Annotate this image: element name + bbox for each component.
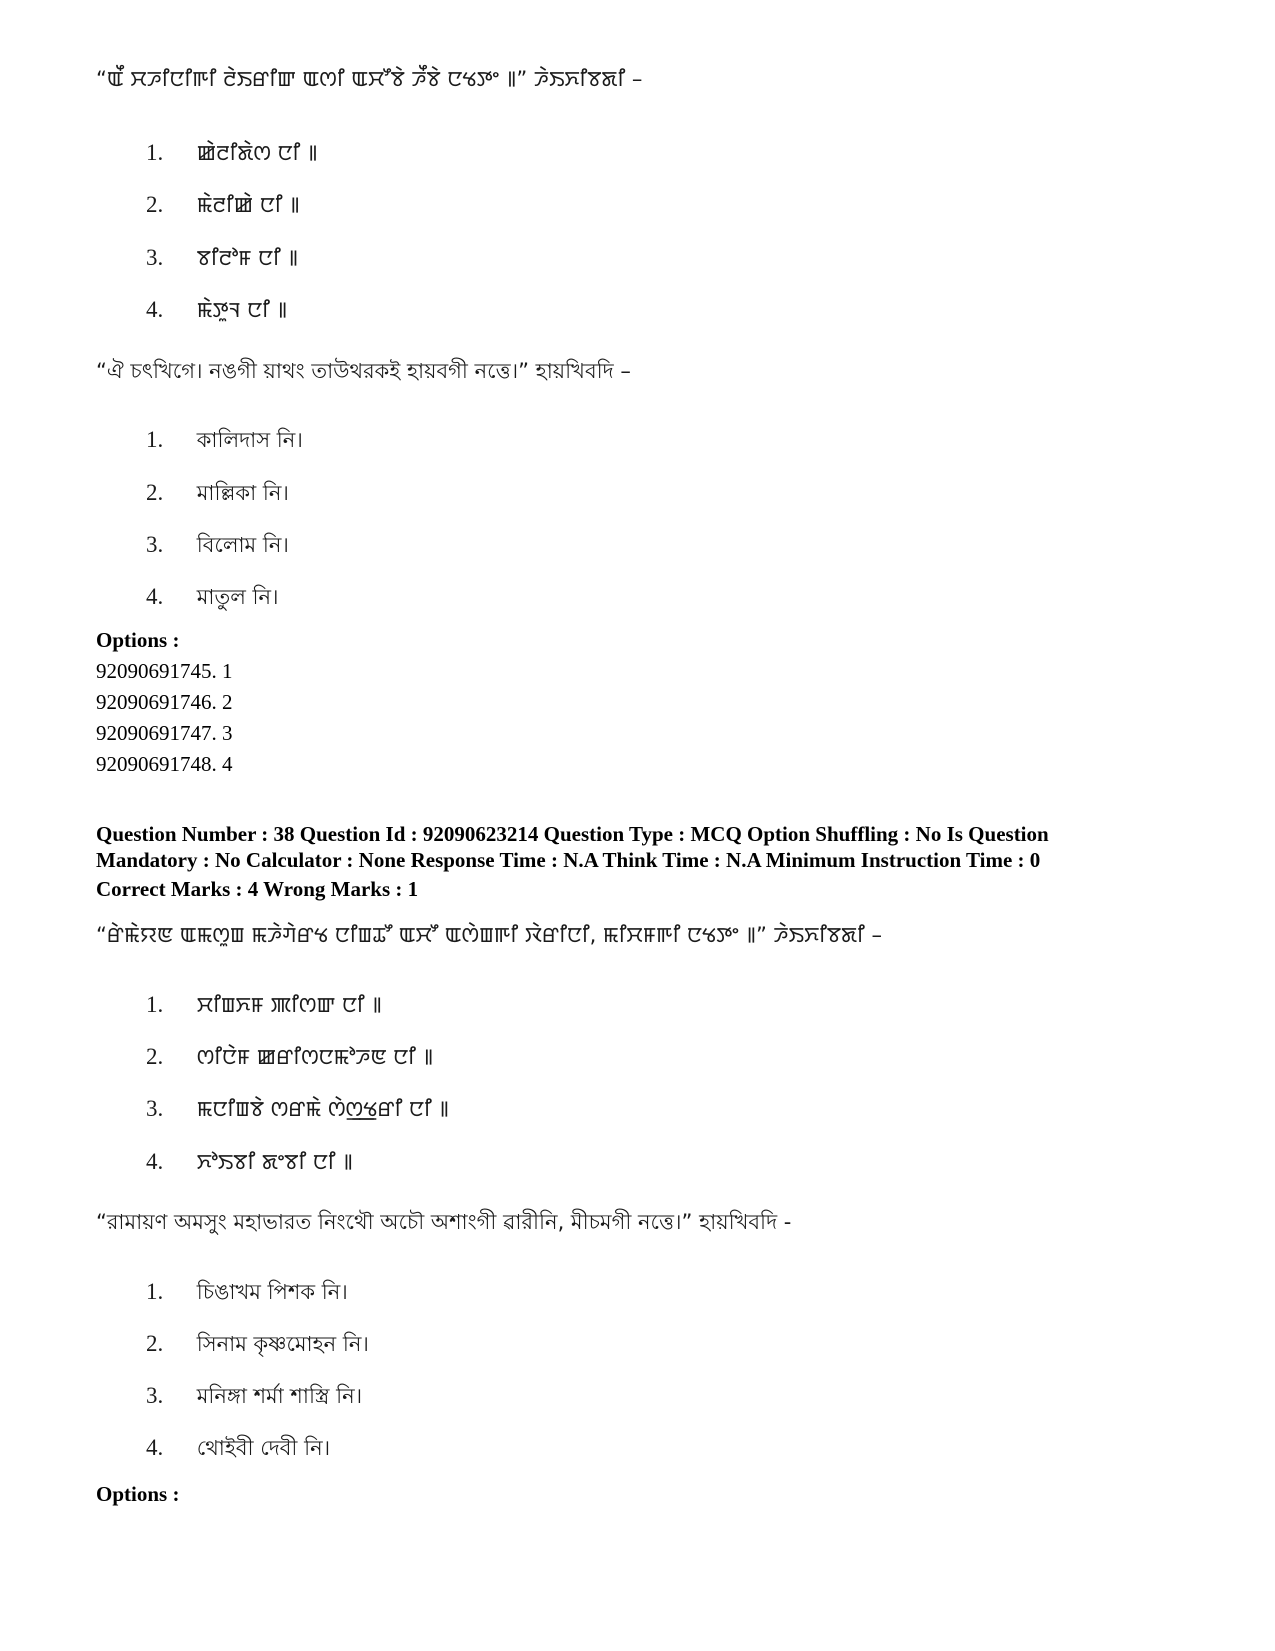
q37-bengali-option-3: [146, 529, 289, 564]
option-number: 4.: [146, 584, 164, 609]
option-text: বিলোম নি।: [196, 533, 289, 557]
option-text: ꯁꯤꯅꯥꯝ ꯀꯔꯤꯁꯅꯃꯣꯍꯟ ꯅꯤ ꯫: [196, 1045, 434, 1069]
q37-bengali-question: “ঐ চৎখিগে। নঙগী য়াথং তাউথরকই হায়বগী নত্তে।” হায়খিবদি –: [96, 359, 631, 383]
option-text: ꯃꯥꯇꯨꯜ ꯅꯤ ꯫: [196, 298, 288, 322]
q38-meitei-option-2: [146, 1042, 433, 1071]
q37-options-label: Options :: [96, 628, 180, 652]
q37-option-id-3: 92090691747. 3: [96, 721, 233, 745]
q37-meitei-option-2: [146, 190, 300, 219]
option-text: থোইবী দেবী নি।: [196, 1436, 331, 1460]
option-number: 1.: [146, 427, 164, 452]
option-text: ꯀꯥꯂꯤꯗꯥꯁ ꯅꯤ ꯫: [196, 141, 318, 165]
option-text: ꯕꯤꯂꯣꯝ ꯅꯤ ꯫: [196, 246, 299, 270]
option-text: ꯆꯤꯡꯈꯝ ꯄꯤꯁꯛ ꯅꯤ ꯫: [196, 993, 382, 1017]
option-text: চিঙাখম পিশক নি।: [196, 1280, 348, 1304]
q38-meitei-option-1: [146, 990, 382, 1019]
option-text: ꯃꯥꯂꯤꯀꯥ ꯅꯤ ꯫: [196, 193, 300, 217]
q38-bengali-option-3: [146, 1380, 362, 1415]
q38-bengali-option-4: [146, 1432, 330, 1467]
option-number: 1.: [146, 1279, 164, 1304]
q37-meitei-option-4: [146, 295, 287, 324]
option-text: মাতুল নি।: [196, 585, 279, 609]
option-number: 2.: [146, 480, 164, 505]
q37-bengali-option-2: [146, 477, 289, 512]
q38-bengali-option-1: [146, 1276, 348, 1311]
q38-meitei-option-3: [146, 1094, 449, 1123]
q37-bengali-option-1: [146, 424, 303, 459]
q38-marks: Correct Marks : 4 Wrong Marks : 1: [96, 877, 419, 901]
option-number: 2.: [146, 1331, 164, 1356]
option-number: 3.: [146, 1383, 164, 1408]
q37-option-id-2: 92090691746. 2: [96, 690, 233, 714]
q38-options-label: Options :: [96, 1482, 180, 1506]
q38-meta-line-1: Question Number : 38 Question Id : 92090623214 Question Type : MCQ Option Shuffling : No Is Question: [96, 822, 1049, 846]
option-number: 2.: [146, 192, 164, 217]
option-number: 3.: [146, 532, 164, 557]
q37-option-id-4: 92090691748. 4: [96, 752, 233, 776]
option-number: 1.: [146, 140, 164, 165]
option-text: কালিদাস নি।: [196, 428, 303, 452]
option-text: ꯈꯣꯏꯕꯤ ꯗꯦꯕꯤ ꯅꯤ ꯫: [196, 1150, 353, 1174]
option-text: মনিঙ্গা শর্মা শাস্ত্রি নি।: [196, 1384, 363, 1408]
q37-meitei-option-1: [146, 138, 318, 167]
q38-meta-line-2: Mandatory : No Calculator : None Response Time : N.A Think Time : N.A Minimum Instruction Time : 0: [96, 848, 1041, 872]
q37-option-id-1: 92090691745. 1: [96, 659, 233, 683]
q37-meitei-question: “ꯑꯩ ꯆꯍꯤꯅꯤꯒꯤ ꯂꯥꯏꯔꯤꯛ ꯑꯁꯤ ꯑꯆꯧꯕꯥ ꯍꯩꯕꯥ ꯅꯠꯇꯦ ꯫” ꯍꯥꯏꯈꯤꯕꯗꯤ –: [96, 67, 643, 91]
q38-meitei-option-4: [146, 1147, 353, 1176]
option-number: 4.: [146, 297, 164, 322]
q38-meitei-question: “ꯔꯥꯃꯥꯌꯟ ꯑꯃꯁꯨꯡ ꯃꯍꯥꯚꯥꯔꯠ ꯅꯤꯡꯊꯧ ꯑꯆꯧ ꯑꯁꯥꯡꯒꯤ ꯋꯥꯔꯤꯅꯤ, ꯃꯤꯆꯝꯒꯤ ꯅꯠꯇꯦ ꯫” ꯍꯥꯏꯈꯤꯕꯗꯤ –: [96, 923, 882, 947]
q37-bengali-option-4: [146, 581, 279, 616]
q37-meitei-option-3: [146, 243, 298, 272]
option-number: 4.: [146, 1435, 164, 1460]
option-number: 2.: [146, 1044, 164, 1069]
q38-bengali-option-2: [146, 1328, 369, 1363]
option-text: মাল্লিকা নি।: [196, 481, 289, 505]
option-number: 3.: [146, 1096, 164, 1121]
option-text: সিনাম কৃষ্ণমোহন নি।: [196, 1332, 369, 1356]
q38-bengali-question: “রামায়ণ অমসুং মহাভারত নিংথৌ অচৌ অশাংগী ৱারীনি, মীচমগী নত্তে।” হায়খিবদি -: [96, 1210, 792, 1234]
q38-meta: [96, 821, 1186, 873]
option-number: 1.: [146, 992, 164, 1017]
option-text: ꯃꯅꯤꯡꯕꯥ ꯁꯔꯃꯥ ꯁꯥꯁ꯭ꯠꯔꯤ ꯅꯤ ꯫: [196, 1097, 449, 1121]
option-number: 3.: [146, 245, 164, 270]
option-number: 4.: [146, 1149, 164, 1174]
